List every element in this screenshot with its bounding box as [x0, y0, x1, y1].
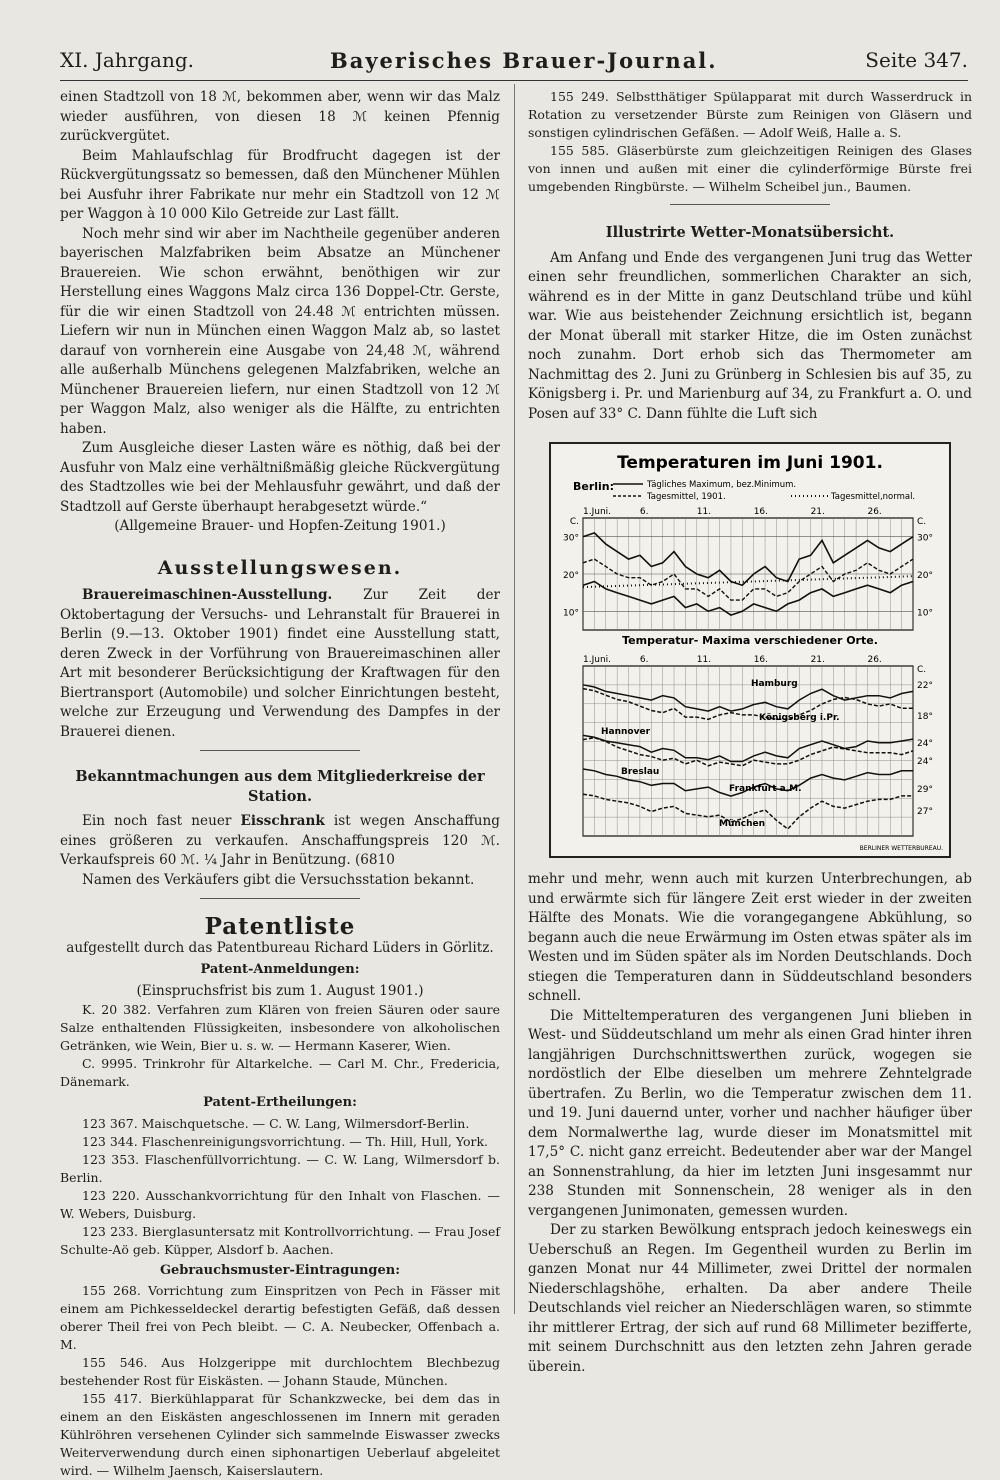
x-tick-label: 1.Juni.	[583, 655, 612, 665]
weather-chart	[549, 442, 951, 858]
divider	[200, 898, 360, 899]
paragraph: Zum Ausgleiche dieser Lasten wäre es nöthig, daß bei der Ausfuhr von Malz eine verhältnißmäßig gleiche Rückvergütung des Stadtzolles wie bei der Mehlausfuhr gewährt, und daß der Stadtzoll auf Gerste überhaupt herabgesetzt würde.“	[60, 440, 500, 515]
gebrauchsmuster-list	[60, 1282, 500, 1480]
x-tick-label: 16.	[753, 507, 769, 517]
x-tick-label: 11.	[696, 655, 712, 665]
series-line-hamburg	[583, 685, 913, 711]
weather-chart-svg	[551, 444, 949, 856]
series-line-hannover	[583, 735, 913, 761]
section-title-ausstellung: Ausstellungswesen.	[157, 556, 403, 579]
station-label: Frankfurt a.M.	[729, 784, 802, 794]
left-column	[60, 88, 500, 1480]
legend-max-min: Tägliches Maximum, bez.Minimum.	[647, 480, 797, 490]
legend-mean: Tagesmittel, 1901.	[647, 492, 726, 502]
chart-title: Temperaturen im Juni 1901.	[617, 453, 883, 473]
right-column	[528, 88, 972, 1377]
list-item: C. 9995. Trinkrohr für Altarkelche. — Carl M. Chr., Fredericia, Dänemark.	[60, 1056, 500, 1089]
section-title-bekanntmachungen: Bekanntmachungen aus dem Mitgliederkreise der Station.	[75, 768, 485, 805]
right-tick-label: 22°	[917, 681, 933, 691]
x-tick-label: 16.	[753, 655, 769, 665]
list-item: 123 353. Flaschenfüllvorrichtung. — C. W. Lang, Wilmersdorf b. Berlin.	[60, 1151, 500, 1185]
right-tick-label: 18°	[917, 712, 933, 722]
paragraph: mehr und mehr, wenn auch mit kurzen Unterbrechungen, ab und erwärmte sich für längere Zeit erst wieder in der zweiten Hälfte des Monats. Wie die vorangegangene Abkühlung, so begann auch die neue Erwärmung im Osten etwas später als im Westen und im Süden später als im Norden Deutschlands. Doch stiegen die Temperaturen dann in Süddeutschland besonders schnell.	[528, 871, 972, 1004]
x-tick-label: 26.	[867, 507, 882, 517]
chart-subtitle: Temperatur- Maxima verschiedener Orte.	[622, 634, 878, 647]
legend-normal: Tagesmittel,normal.	[831, 492, 916, 502]
series-line-breslau	[583, 738, 913, 766]
anmeldungen-list	[60, 1001, 500, 1091]
paragraph: Noch mehr sind wir aber im Nachtheile gegenüber anderen bayerischen Malzfabriken beim Absatze an Münchener Brauereien. Wie schon erwähnt, benöthigen wir zur Herstellung eines Waggons Malz circa 136 Doppel-Ctr. Gerste, für die wir einen Stadtzoll von 24.48 ℳ entrichten müssen. Liefern wir nun in München einen Waggon Malz ab, so lastet darauf von vornherein eine Ausgabe von 24,48 ℳ, während alle außerhalb Münchens gelegenen Malzfabriken, welche an Münchener Brauereien liefern, nur einen Stadtzoll von 12 ℳ per Waggon Malz, also weniger als die Hälfte, zu entrichten haben.	[60, 225, 500, 437]
volume-label: XI. Jahrgang.	[60, 48, 195, 72]
patent-subtitle: aufgestellt durch das Patentbureau Richard Lüders in Görlitz.	[66, 939, 494, 956]
paragraph-text: Zur Zeit der Oktobertagung der Versuchs- und Lehranstalt für Brauerei in Berlin (9.—13. Oktober 1901) findet eine Ausstellung statt, deren Zweck in der Vorführung von Brauereimaschinen aller Art mit besonderer Berücksichtigung der Kraftwagen für den Biertransport (Automobile) und solcher Einrichtungen besteht, welche zur Erzeugung und Verwendung des Dampfes in der Brauerei dienen.	[60, 587, 501, 740]
paragraph-text: Ein noch fast neuer	[82, 813, 232, 829]
unit-label: C.	[569, 517, 579, 527]
station-label: Hamburg	[751, 679, 798, 689]
series-line-min	[583, 582, 913, 616]
x-tick-label: 21.	[810, 655, 825, 665]
divider	[200, 750, 360, 751]
x-tick-label: 1.Juni.	[583, 507, 612, 517]
subsection-anmeldungen: Patent-Anmeldungen:	[200, 962, 360, 977]
right-tick-label: 29°	[917, 785, 933, 795]
lead-in: Brauereimaschinen-Ausstellung.	[82, 587, 333, 603]
subsection-gebrauchsmuster: Gebrauchsmuster-Eintragungen:	[159, 1262, 401, 1278]
divider	[670, 204, 830, 205]
x-tick-label: 6.	[639, 655, 649, 665]
y-tick-label: 10°	[563, 608, 579, 619]
panel2-lines	[583, 679, 913, 829]
chart-credit: BERLINER WETTERBUREAU.	[859, 845, 943, 852]
ertheilungen-list	[60, 1115, 500, 1259]
x-tick-label: 11.	[696, 507, 712, 517]
station-label: Königsberg i.Pr.	[759, 713, 840, 723]
paragraph	[60, 586, 500, 742]
paragraph-text: ist wegen Anschaffung eines größeren zu verkaufen. Anschaffungspreis 120 ℳ. Verkaufspreis 60 ℳ. ¼ Jahr in Benützung. (6810	[60, 813, 500, 868]
unit-label-right: C.	[917, 517, 927, 527]
bold-term: Eisschrank	[240, 813, 325, 829]
right-tick-label: 27°	[917, 807, 933, 817]
list-item: 155 417. Bierkühlapparat für Schankzwecke, bei dem das in einem an den Eiskästen angeschlossenen im Innern mit geraden Kühlröhren versehenen Cylinder sich sammelnde Eiswasser zwecks Weiterverwendung durch einen siphonartigen Ueberlauf abgeleitet wird. — Wilhelm Jaensch, Kaiserslautern.	[60, 1391, 500, 1478]
paragraph: einen Stadtzoll von 18 ℳ, bekommen aber, wenn wir das Malz wieder ausführen, von diesen 18 ℳ keinen Pfennig zurückvergütet.	[60, 89, 500, 144]
paragraph: Beim Mahlaufschlag für Brodfrucht dagegen ist der Rückvergütungssatz so bemessen, daß den Münchener Mühlen bei Ausfuhr ihrer Fabrikate nur mehr ein Stadtzoll von 12 ℳ per Waggon à 10 000 Kilo Getreide zur Last fällt.	[60, 147, 500, 222]
panel2-frame	[583, 666, 913, 836]
x-tick-label: 26.	[867, 655, 882, 665]
source-citation: (Allgemeine Brauer- und Hopfen-Zeitung 1901.)	[114, 518, 446, 534]
section-title-wetter: Illustrirte Wetter-Monatsübersicht.	[605, 224, 895, 241]
paragraph: Am Anfang und Ende des vergangenen Juni trug das Wetter einen sehr freundlichen, sommerlichen Charakter an sich, während es in der Mitte in ganz Deutschland trübe und kühl war. Wie aus beistehender Zeichnung ersichtlich ist, begann der Monat überall mit starker Hitze, die im Osten zunächst noch zunahm. Dort erhob sich das Thermometer am Nachmittag des 2. Juni zu Grünberg in Schlesien bis auf 35, zu Königsberg i. Pr. und Marienburg auf 34, zu Frankfurt a. O. und Posen auf 33° C. Dann fühlte die Luft sich	[528, 249, 972, 422]
list-item: K. 20 382. Verfahren zum Klären von freien Säuren oder saure Salze enthaltenden Flüssigkeiten, insbesondere von alkoholischen Getränken, wie Wein, Bier u. s. w. — Hermann Kaserer, Wien.	[60, 1002, 500, 1053]
y-tick-label-right: 10°	[917, 608, 933, 619]
paragraph: Namen des Verkäufers gibt die Versuchsstation bekannt.	[82, 871, 475, 888]
subsection-ertheilungen: Patent-Ertheilungen:	[203, 1095, 357, 1110]
page-header	[60, 48, 968, 78]
unit-label-right: C.	[917, 665, 927, 675]
list-item: 155 546. Aus Holzgerippe mit durchlochtem Blechbezug bestehender Rost für Eiskästen. — Johann Staude, München.	[60, 1355, 500, 1388]
y-tick-label: 30°	[563, 533, 579, 544]
station-label: Hannover	[601, 727, 651, 737]
list-item: 155 585. Gläserbürste zum gleichzeitigen Reinigen des Glases von innen und außen mit einer die cylinderförmige Bürste frei umgebenden Ringbürste. — Wilhelm Scheibel jun., Baumen.	[528, 143, 972, 194]
list-item: 123 344. Flaschenreinigungsvorrichtung. — Th. Hill, Hull, York.	[82, 1133, 489, 1149]
paragraph: Die Mitteltemperaturen des vergangenen Juni blieben in West- und Süddeutschland um mehr als einen Grad hinter ihren langjährigen Durchschnittswerthen zurück, wogegen sie nordöstlich der Elbe dieselben um mehrere Zehntelgrade übertrafen. Zu Berlin, wo die Temperatur zwischen dem 11. und 19. Juni dauernd unter, vorher und nachher häufiger über dem Normalwerthe lag, wurde dieser im Monatsmittel mit 17,5° C. nicht ganz erreicht. Bedeutender aber war der Mangel an Sonnenstrahlung, da hier im letzten Juni insgesammt nur 238 Stunden mit Sonnenschein, 28 weniger als in den vergangenen Junimonaten, gemessen wurden.	[528, 1007, 972, 1219]
section-title-patentliste: Patentliste	[204, 913, 356, 940]
panel1-grid	[563, 507, 933, 630]
list-item: 123 367. Maischquetsche. — C. W. Lang, Wilmersdorf-Berlin.	[82, 1115, 470, 1131]
anmeldung-note: (Einspruchsfrist bis zum 1. August 1901.)	[136, 982, 424, 999]
list-item: 155 268. Vorrichtung zum Einspritzen von Pech in Fässer mit einem am Pichkesseldeckel derartig befestigten Gefäß, daß dessen oberer Theil frei von Pech bleibt. — C. A. Neubecker, Offenbach a. M.	[60, 1283, 500, 1352]
list-item: 123 233. Bierglasuntersatz mit Kontrollvorrichtung. — Frau Josef Schulte-Aö geb. Küpper, Alsdorf b. Aachen.	[60, 1223, 500, 1257]
y-tick-label-right: 30°	[917, 533, 933, 544]
header-rule	[60, 80, 968, 81]
legend-station: Berlin:	[573, 480, 615, 493]
journal-title: Bayerisches Brauer-Journal.	[330, 48, 718, 73]
x-tick-label: 21.	[810, 507, 825, 517]
page-number: Seite 347.	[865, 48, 968, 72]
station-label: Breslau	[621, 767, 660, 777]
list-item: 123 220. Ausschankvorrichtung für den Inhalt von Flaschen. — W. Webers, Duisburg.	[60, 1187, 500, 1221]
paragraph	[60, 812, 500, 871]
right-tick-label: 24°	[917, 757, 933, 767]
x-tick-label: 6.	[639, 507, 649, 517]
paragraph: Der zu starken Bewölkung entsprach jedoch keineswegs ein Ueberschuß an Regen. Im Gegentheil wurden zu Berlin im ganzen Monat nur 44 Millimeter, zwei Drittel der normalen Niederschlagshöhe, erhalten. Da aber andere Theile Deutschlands viel reicher an Niederschlägen waren, so stimmte ihr mittlerer Ertrag, der sich auf rund 68 Millimeter bezifferte, mit seinem Durchschnitt aus den letzten zehn Jahren gerade überein.	[528, 1222, 972, 1375]
y-tick-label-right: 20°	[917, 571, 933, 581]
list-item: 155 249. Selbstthätiger Spülapparat mit durch Wasserdruck in Rotation zu versetzender Bürste zum Reinigen von Gläsern und sonstigen cylindrischen Gefäßen. — Adolf Weiß, Halle a. S.	[528, 89, 972, 140]
station-label: München	[719, 819, 766, 829]
column-divider	[514, 84, 515, 1314]
gebrauchsmuster-continued	[528, 88, 972, 196]
right-tick-label: 24°	[917, 739, 933, 749]
y-tick-label: 20°	[563, 571, 579, 581]
